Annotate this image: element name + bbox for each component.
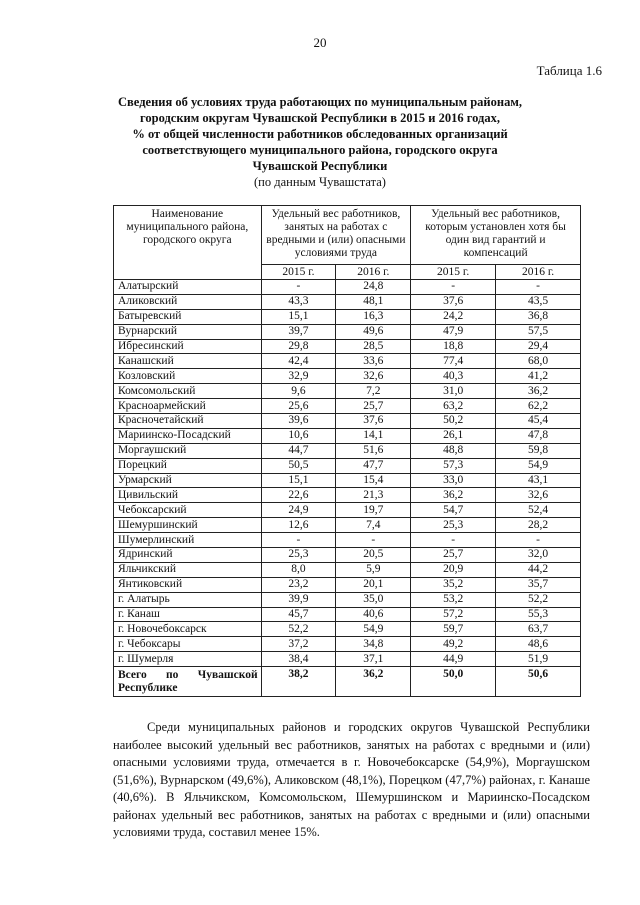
row-value: 25,7 [411, 548, 496, 563]
row-value: 36,2 [336, 667, 411, 697]
row-name: Батыревский [114, 309, 262, 324]
row-value: 9,6 [261, 384, 336, 399]
row-name: Мариинско-Посадский [114, 428, 262, 443]
row-value: 15,1 [261, 473, 336, 488]
row-value: 16,3 [336, 309, 411, 324]
row-name: Вурнарский [114, 324, 262, 339]
row-value: - [261, 280, 336, 295]
row-value: 38,2 [261, 667, 336, 697]
row-value: 37,6 [411, 294, 496, 309]
title-line: соответствующего муниципального района, городского округа [142, 143, 498, 157]
table-row [114, 384, 581, 399]
row-value: 20,5 [336, 548, 411, 563]
table-row [114, 637, 581, 652]
table-row [114, 443, 581, 458]
row-value: 62,2 [496, 399, 581, 414]
row-value: 19,7 [336, 503, 411, 518]
row-name: Янтиковский [114, 577, 262, 592]
row-name: г. Канаш [114, 607, 262, 622]
table-label: Таблица 1.6 [536, 63, 602, 78]
row-value: 26,1 [411, 428, 496, 443]
working-conditions-table [113, 205, 581, 697]
row-value: 57,5 [496, 324, 581, 339]
row-value: 7,4 [336, 518, 411, 533]
table-row [114, 577, 581, 592]
row-value: 45,4 [496, 414, 581, 429]
row-value: - [411, 280, 496, 295]
row-value: 32,6 [496, 488, 581, 503]
row-value: 21,3 [336, 488, 411, 503]
row-value: 49,2 [411, 637, 496, 652]
row-name: Шемуршинский [114, 518, 262, 533]
row-name: г. Чебоксары [114, 637, 262, 652]
row-name: Канашский [114, 354, 262, 369]
row-name: г. Алатырь [114, 592, 262, 607]
row-value: 36,2 [411, 488, 496, 503]
row-value: 47,7 [336, 458, 411, 473]
row-value: 57,2 [411, 607, 496, 622]
row-name: Порецкий [114, 458, 262, 473]
table-row [114, 473, 581, 488]
row-value: 43,5 [496, 294, 581, 309]
row-value: 12,6 [261, 518, 336, 533]
table-body [114, 280, 581, 697]
row-value: 59,8 [496, 443, 581, 458]
row-value: 15,4 [336, 473, 411, 488]
row-value: 39,9 [261, 592, 336, 607]
title-line: Чувашской Республики [252, 159, 388, 173]
row-value: 41,2 [496, 369, 581, 384]
row-value: 57,3 [411, 458, 496, 473]
header-hazardous-share: Удельный вес работников, занятых на работах с вредными и (или) опасными условиями труда [261, 206, 411, 265]
row-value: 25,6 [261, 399, 336, 414]
table-row [114, 354, 581, 369]
row-name: Аликовский [114, 294, 262, 309]
header-year: 2015 г. [261, 265, 336, 280]
table-row [114, 309, 581, 324]
row-name: Ибресинский [114, 339, 262, 354]
row-value: 47,9 [411, 324, 496, 339]
table-row [114, 324, 581, 339]
row-value: 52,2 [261, 622, 336, 637]
row-value: 28,5 [336, 339, 411, 354]
row-value: 37,1 [336, 652, 411, 667]
table-row [114, 369, 581, 384]
row-value: 54,9 [496, 458, 581, 473]
row-value: 35,2 [411, 577, 496, 592]
row-value: 25,7 [336, 399, 411, 414]
row-value: 37,2 [261, 637, 336, 652]
row-value: 39,7 [261, 324, 336, 339]
row-value: 29,4 [496, 339, 581, 354]
row-name: Красночетайский [114, 414, 262, 429]
row-value: 24,2 [411, 309, 496, 324]
row-value: - [336, 533, 411, 548]
row-value: 50,2 [411, 414, 496, 429]
row-value: - [496, 280, 581, 295]
row-value: 68,0 [496, 354, 581, 369]
header-year: 2016 г. [336, 265, 411, 280]
row-value: 25,3 [261, 548, 336, 563]
page-number: 20 [313, 35, 327, 50]
row-value: 63,7 [496, 622, 581, 637]
row-value: 29,8 [261, 339, 336, 354]
header-year: 2016 г. [496, 265, 581, 280]
row-name: Козловский [114, 369, 262, 384]
row-value: 32,0 [496, 548, 581, 563]
row-value: 36,2 [496, 384, 581, 399]
table-row [114, 548, 581, 563]
table-row-total [114, 667, 581, 697]
table-row [114, 652, 581, 667]
row-value: 54,7 [411, 503, 496, 518]
table-row [114, 533, 581, 548]
row-name: Моргаушский [114, 443, 262, 458]
row-name: Алатырский [114, 280, 262, 295]
row-name: Яльчикский [114, 562, 262, 577]
row-value: 23,2 [261, 577, 336, 592]
row-value: 18,8 [411, 339, 496, 354]
row-value: 44,7 [261, 443, 336, 458]
row-value: 53,2 [411, 592, 496, 607]
row-value: 48,1 [336, 294, 411, 309]
table-row [114, 503, 581, 518]
header-name-column: Наименование муниципального района, городского округа [114, 206, 262, 280]
table-row [114, 592, 581, 607]
row-value: 63,2 [411, 399, 496, 414]
table-row [114, 518, 581, 533]
row-value: 55,3 [496, 607, 581, 622]
row-value: 43,3 [261, 294, 336, 309]
row-value: 32,9 [261, 369, 336, 384]
row-value: 7,2 [336, 384, 411, 399]
row-value: 8,0 [261, 562, 336, 577]
table-row [114, 294, 581, 309]
row-value: 35,0 [336, 592, 411, 607]
row-name: Комсомольский [114, 384, 262, 399]
table-row [114, 414, 581, 429]
row-name: Всего по Чувашской Республике [114, 667, 262, 697]
table-row [114, 399, 581, 414]
table-row [114, 607, 581, 622]
row-value: - [411, 533, 496, 548]
row-name: Цивильский [114, 488, 262, 503]
row-value: 44,9 [411, 652, 496, 667]
row-value: 59,7 [411, 622, 496, 637]
row-value: 10,6 [261, 428, 336, 443]
row-value: 14,1 [336, 428, 411, 443]
row-value: 40,3 [411, 369, 496, 384]
row-value: 77,4 [411, 354, 496, 369]
row-value: 32,6 [336, 369, 411, 384]
row-value: 48,8 [411, 443, 496, 458]
row-value: 40,6 [336, 607, 411, 622]
row-value: 25,3 [411, 518, 496, 533]
row-value: - [496, 533, 581, 548]
row-value: 5,9 [336, 562, 411, 577]
table-title [60, 94, 580, 190]
row-value: 51,6 [336, 443, 411, 458]
row-value: 47,8 [496, 428, 581, 443]
row-value: 33,6 [336, 354, 411, 369]
row-value: 54,9 [336, 622, 411, 637]
row-value: 42,4 [261, 354, 336, 369]
row-value: 50,0 [411, 667, 496, 697]
header-compensation-share: Удельный вес работников, которым установлен хотя бы один вид гарантий и компенсаций [411, 206, 581, 265]
body-paragraph: Среди муниципальных районов и городских округов Чувашской Республики наиболее высокий удельный вес работников, занятых на работах с вредными и (или) опасными условиями труда, отмечается в г. Новочебоксарске (54,9%), Моргаушском (51,6%), Вурнарском (49,6%), Аликовском (48,1%), Порецком (47,7%) районах, г. Канаше (40,6%). В Яльчикском, Комсомольском, Шемуршинском и Мариинско-Посадском районах удельный вес работников, занятых на работах с вредными и (или) опасными условиями труда, составил менее 15%. [113, 720, 590, 839]
row-value: 51,9 [496, 652, 581, 667]
table-row [114, 562, 581, 577]
row-value: 31,0 [411, 384, 496, 399]
table-row [114, 280, 581, 295]
row-name: Чебоксарский [114, 503, 262, 518]
row-value: 35,7 [496, 577, 581, 592]
row-value: 38,4 [261, 652, 336, 667]
row-name: Шумерлинский [114, 533, 262, 548]
row-value: 36,8 [496, 309, 581, 324]
row-name: Урмарский [114, 473, 262, 488]
row-value: 34,8 [336, 637, 411, 652]
row-value: 52,2 [496, 592, 581, 607]
row-value: - [261, 533, 336, 548]
row-value: 45,7 [261, 607, 336, 622]
table-row [114, 458, 581, 473]
row-name: Ядринский [114, 548, 262, 563]
row-name: г. Новочебоксарск [114, 622, 262, 637]
row-name: Красноармейский [114, 399, 262, 414]
row-value: 20,9 [411, 562, 496, 577]
row-value: 48,6 [496, 637, 581, 652]
header-year: 2015 г. [411, 265, 496, 280]
row-value: 24,9 [261, 503, 336, 518]
row-value: 37,6 [336, 414, 411, 429]
row-value: 50,5 [261, 458, 336, 473]
title-source: (по данным Чувашстата) [254, 175, 386, 189]
row-value: 50,6 [496, 667, 581, 697]
row-value: 24,8 [336, 280, 411, 295]
row-value: 39,6 [261, 414, 336, 429]
row-value: 49,6 [336, 324, 411, 339]
row-value: 33,0 [411, 473, 496, 488]
table-row [114, 339, 581, 354]
title-line: % от общей численности работников обследованных организаций [132, 127, 508, 141]
row-value: 43,1 [496, 473, 581, 488]
title-line: Сведения об условиях труда работающих по муниципальным районам, [118, 95, 522, 109]
row-value: 22,6 [261, 488, 336, 503]
table-row [114, 428, 581, 443]
row-value: 15,1 [261, 309, 336, 324]
title-line: городским округам Чувашской Республики в 2015 и 2016 годах, [140, 111, 500, 125]
row-name: г. Шумерля [114, 652, 262, 667]
table-row [114, 488, 581, 503]
row-value: 28,2 [496, 518, 581, 533]
row-value: 20,1 [336, 577, 411, 592]
table-row [114, 622, 581, 637]
row-value: 44,2 [496, 562, 581, 577]
row-value: 52,4 [496, 503, 581, 518]
